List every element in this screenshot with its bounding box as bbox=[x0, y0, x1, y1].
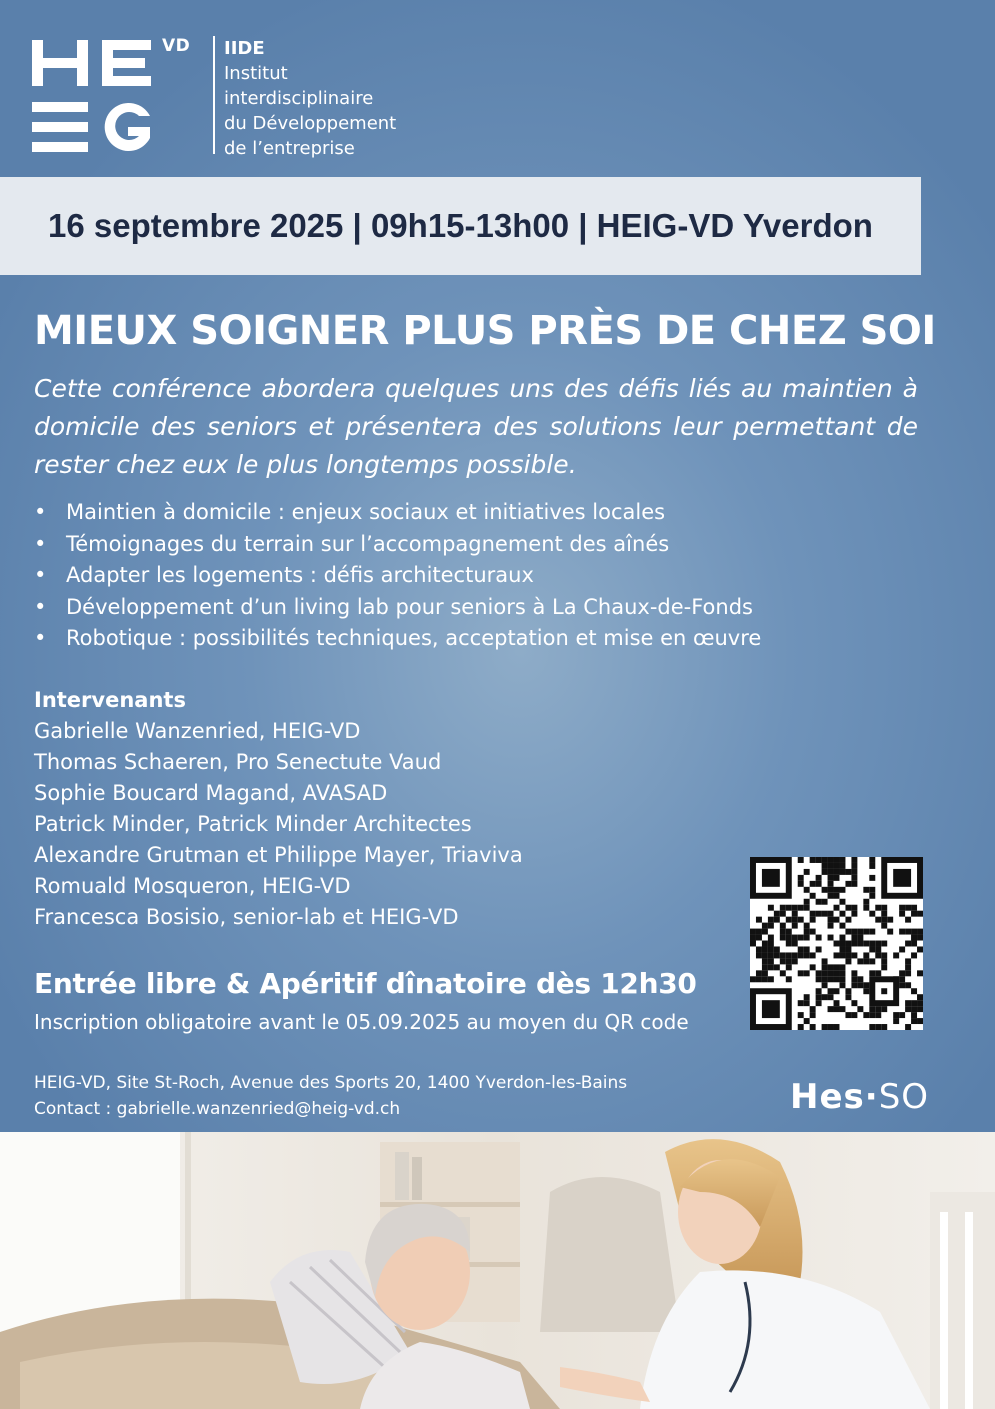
speaker-item: Patrick Minder, Patrick Minder Architectes bbox=[34, 812, 472, 836]
speakers-heading: Intervenants bbox=[34, 688, 186, 712]
institute-abbr: IIDE bbox=[224, 38, 265, 59]
intro-text: Cette conférence abordera quelques uns des défis liés au maintien à domicile des seniors et présentera des solutions leur permettant de rester chez eux le plus longtemps possible. bbox=[34, 374, 918, 479]
list-item: • Adapter les logements : défis architecturaux bbox=[34, 560, 761, 592]
speaker-item: Romuald Mosqueron, HEIG-VD bbox=[34, 874, 351, 898]
speaker-item: Francesca Bosisio, senior-lab et HEIG-VD bbox=[34, 905, 459, 929]
speaker-item: Thomas Schaeren, Pro Senectute Vaud bbox=[34, 750, 442, 774]
hes-dot: · bbox=[864, 1077, 879, 1117]
so-text: SO bbox=[878, 1077, 930, 1117]
institute-line: Institut bbox=[224, 63, 288, 84]
list-item: • Témoignages du terrain sur l’accompagnement des aînés bbox=[34, 529, 761, 561]
hes-text: Hes bbox=[790, 1077, 865, 1117]
address-line: HEIG-VD, Site St-Roch, Avenue des Sports 20, 1400 Yverdon-les-Bains bbox=[34, 1073, 628, 1093]
heig-vd-logo bbox=[32, 36, 432, 161]
list-item: • Développement d’un living lab pour seniors à La Chaux-de-Fonds bbox=[34, 592, 761, 624]
contact-email[interactable]: Contact : gabrielle.wanzenried@heig-vd.ch bbox=[34, 1099, 401, 1119]
logo-divider bbox=[213, 36, 215, 154]
date-banner: 16 septembre 2025 | 09h15-13h00 | HEIG-VD Yverdon bbox=[0, 177, 921, 275]
institute-line: interdisciplinaire bbox=[224, 88, 374, 109]
speakers-section bbox=[34, 685, 523, 933]
heig-wordmark-icon bbox=[32, 36, 157, 156]
topic-list bbox=[34, 497, 761, 655]
qr-code-icon[interactable] bbox=[750, 857, 923, 1030]
speaker-item: Gabrielle Wanzenried, HEIG-VD bbox=[34, 719, 361, 743]
address-block bbox=[34, 1070, 627, 1122]
page-title: MIEUX SOIGNER PLUS PRÈS DE CHEZ SOI bbox=[34, 308, 936, 354]
institute-line: du Développement bbox=[224, 113, 397, 134]
entry-info: Entrée libre & Apéritif dînatoire dès 12h30 bbox=[34, 967, 697, 1000]
hes-so-logo bbox=[790, 1077, 929, 1117]
institute-name bbox=[224, 36, 396, 161]
list-item: • Maintien à domicile : enjeux sociaux et initiatives locales bbox=[34, 497, 761, 529]
institute-line: de l’entreprise bbox=[224, 138, 355, 159]
speaker-item: Sophie Boucard Magand, AVASAD bbox=[34, 781, 388, 805]
registration-info: Inscription obligatoire avant le 05.09.2025 au moyen du QR code bbox=[34, 1010, 689, 1034]
logo-suffix: VD bbox=[162, 36, 191, 56]
list-item: • Robotique : possibilités techniques, acceptation et mise en œuvre bbox=[34, 623, 761, 655]
speaker-item: Alexandre Grutman et Philippe Mayer, Triaviva bbox=[34, 843, 523, 867]
photo-nurse-with-senior bbox=[0, 1132, 995, 1409]
